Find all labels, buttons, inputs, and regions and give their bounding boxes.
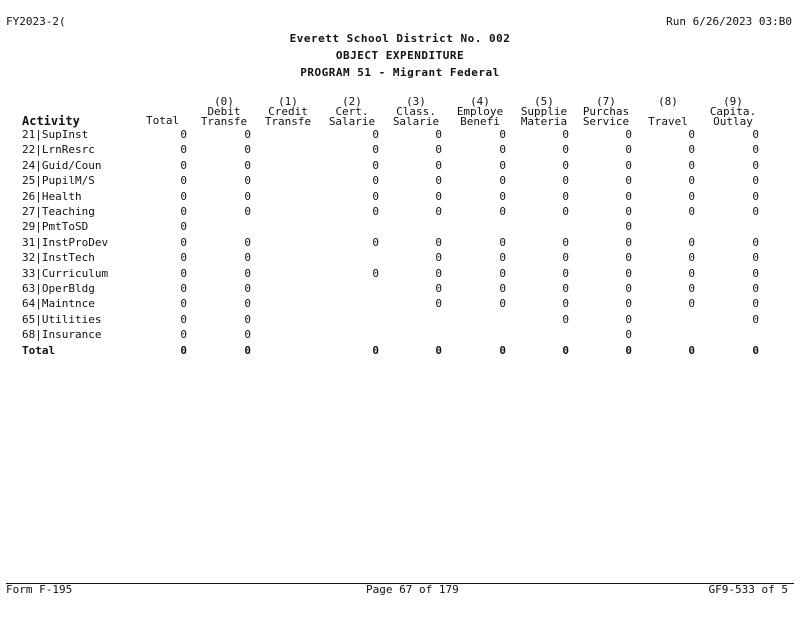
activity-cell: 32|InstTech [22,251,95,265]
column-header-num: (1) [278,95,298,108]
value-cell: 0 [688,205,695,218]
value-cell: 0 [499,205,506,218]
table-row [0,129,800,144]
value-cell: 0 [435,158,442,172]
value-cell: 0 [752,235,759,249]
value-cell: 0 [499,251,506,265]
column-header-activity: Activity [22,114,80,128]
value-cell: 0 [372,266,379,280]
column-header-2 [322,96,382,126]
column-header-l2: Salarie [328,115,376,128]
value-cell: 0 [180,266,187,280]
value-cell: 0 [180,343,187,357]
value-cell: 0 [688,174,695,188]
value-cell: 0 [435,189,442,203]
column-header-num: (2) [342,95,362,108]
value-cell: 0 [435,143,442,157]
column-header-total: Total [146,114,180,127]
value-cell: 0 [688,128,695,141]
value-cell: 0 [372,205,379,218]
value-cell: 0 [180,189,187,203]
value-cell: 0 [752,174,759,188]
value-cell: 0 [244,143,251,157]
value-cell: 0 [752,143,759,157]
value-cell: 0 [180,297,187,311]
value-cell: 0 [244,174,251,188]
column-header-l2: Benefi [460,115,500,128]
column-header-l2: Transfe [200,115,248,128]
value-cell: 0 [180,143,187,157]
column-header-l1: Credit [268,105,308,118]
activity-cell: 24|Guid/Coun [22,158,102,172]
value-cell: 0 [625,251,632,265]
value-cell: 0 [244,189,251,203]
activity-cell: 68|Insurance [22,328,102,342]
column-header-l1: Purchas [582,105,630,118]
column-header-l1: Debit [207,105,241,118]
value-cell: 0 [562,189,569,203]
form-code: GF9-533 of 5 [708,583,788,596]
value-cell: 0 [180,328,187,342]
value-cell: 0 [372,235,379,249]
value-cell: 0 [625,220,632,234]
value-cell: 0 [435,343,442,357]
activity-cell: 22|LrnResrc [22,143,95,157]
value-cell: 0 [435,297,442,311]
value-cell: 0 [752,312,759,326]
value-cell: 0 [562,205,569,218]
value-cell: 0 [625,328,632,342]
value-cell: 0 [688,143,695,157]
value-cell: 0 [752,297,759,311]
value-cell: 0 [372,189,379,203]
column-header-num: (0) [214,95,234,108]
value-cell: 0 [499,158,506,172]
value-cell: 0 [625,158,632,172]
value-cell: 0 [180,158,187,172]
table-row [0,206,800,221]
column-header-1 [258,96,318,126]
value-cell: 0 [180,174,187,188]
value-cell: 0 [244,266,251,280]
value-cell: 0 [625,128,632,141]
value-cell: 0 [180,251,187,265]
value-cell: 0 [625,205,632,218]
report-title: OBJECT EXPENDITURE [335,49,465,62]
column-header-l1: Cert. [335,105,369,118]
value-cell: 0 [752,266,759,280]
column-header-l1: Supplie [520,105,568,118]
column-header-num: (5) [534,95,554,108]
value-cell: 0 [372,174,379,188]
value-cell: 0 [244,282,251,295]
column-header-num: (3) [406,95,426,108]
table-row [0,221,800,236]
value-cell: 0 [688,235,695,249]
column-header-num: (9) [723,95,743,108]
value-cell: 0 [435,251,442,265]
form-number: Form F-195 [6,583,73,596]
activity-cell: 33|Curriculum [22,266,109,280]
activity-cell: 29|PmtToSD [22,220,89,234]
table-row [0,160,800,175]
column-header-l1: Employe [456,105,504,118]
table-row [0,191,800,206]
activity-cell: 63|OperBldg [22,282,95,295]
activity-cell: Total [22,343,56,357]
value-cell: 0 [180,128,187,141]
value-cell: 0 [244,128,251,141]
column-header-4 [450,96,510,126]
column-header-6 [576,96,636,126]
value-cell: 0 [562,235,569,249]
value-cell: 0 [180,282,187,295]
column-header-l2: Service [582,115,630,128]
value-cell: 0 [244,343,251,357]
value-cell: 0 [244,235,251,249]
table-row [0,329,800,344]
total-row [0,345,800,360]
table-row [0,268,800,283]
column-header-l2: Materia [520,115,568,128]
value-cell: 0 [562,174,569,188]
value-cell: 0 [499,282,506,295]
value-cell: 0 [688,297,695,311]
value-cell: 0 [688,189,695,203]
value-cell: 0 [752,128,759,141]
column-header-num: (4) [470,95,490,108]
value-cell: 0 [625,343,632,357]
district-title: Everett School District No. 002 [289,32,511,45]
column-header-3 [386,96,446,126]
table-row [0,283,800,298]
value-cell: 0 [562,158,569,172]
value-cell: 0 [625,143,632,157]
activity-cell: 31|InstProDev [22,235,109,249]
value-cell: 0 [688,158,695,172]
value-cell: 0 [180,220,187,234]
value-cell: 0 [562,282,569,295]
value-cell: 0 [752,205,759,218]
table-row [0,252,800,267]
value-cell: 0 [562,343,569,357]
fiscal-year: FY2023-2( [6,15,66,28]
activity-cell: 64|Maintnce [22,297,95,311]
value-cell: 0 [752,343,759,357]
value-cell: 0 [244,297,251,311]
value-cell: 0 [562,312,569,326]
column-header-l1: Capita. [709,105,757,118]
value-cell: 0 [625,189,632,203]
value-cell: 0 [625,235,632,249]
value-cell: 0 [562,297,569,311]
expenditure-table [0,96,800,366]
value-cell: 0 [435,235,442,249]
value-cell: 0 [372,128,379,141]
column-header-l2: Salarie [392,115,440,128]
value-cell: 0 [625,297,632,311]
value-cell: 0 [499,143,506,157]
page-number: Page 67 of 179 [366,583,459,596]
value-cell: 0 [244,328,251,342]
value-cell: 0 [499,343,506,357]
value-cell: 0 [625,312,632,326]
value-cell: 0 [372,343,379,357]
value-cell: 0 [244,312,251,326]
column-header-l2: Outlay [713,115,753,128]
value-cell: 0 [562,143,569,157]
value-cell: 0 [688,343,695,357]
activity-cell: 27|Teaching [22,205,95,218]
column-header-7 [638,96,698,126]
table-row [0,298,800,313]
value-cell: 0 [499,297,506,311]
value-cell: 0 [499,235,506,249]
value-cell: 0 [244,251,251,265]
column-header-num: (8) [658,95,678,108]
value-cell: 0 [752,282,759,295]
column-header-l2: Transfe [264,115,312,128]
activity-cell: 21|SupInst [22,128,89,141]
value-cell: 0 [244,205,251,218]
table-row [0,175,800,190]
value-cell: 0 [499,128,506,141]
value-cell: 0 [435,282,442,295]
value-cell: 0 [752,158,759,172]
value-cell: 0 [435,266,442,280]
value-cell: 0 [499,174,506,188]
activity-cell: 65|Utilities [22,312,102,326]
table-row [0,314,800,329]
value-cell: 0 [244,158,251,172]
value-cell: 0 [752,189,759,203]
value-cell: 0 [625,266,632,280]
value-cell: 0 [180,205,187,218]
run-info: Run 6/26/2023 03:B0 [666,15,792,28]
value-cell: 0 [499,189,506,203]
column-header-l1: Class. [396,105,436,118]
value-cell: 0 [180,235,187,249]
column-header-num: (7) [596,95,616,108]
activity-cell: 25|PupilM/S [22,174,95,188]
value-cell: 0 [435,174,442,188]
column-header-l2: Travel [648,115,688,128]
value-cell: 0 [688,282,695,295]
table-row [0,144,800,159]
column-header-0 [194,96,254,126]
program-title: PROGRAM 51 - Migrant Federal [300,66,500,79]
value-cell: 0 [752,251,759,265]
value-cell: 0 [180,312,187,326]
column-header-8 [703,96,763,126]
value-cell: 0 [372,143,379,157]
value-cell: 0 [499,266,506,280]
value-cell: 0 [625,282,632,295]
value-cell: 0 [562,128,569,141]
column-header-5 [514,96,574,126]
value-cell: 0 [562,266,569,280]
value-cell: 0 [435,128,442,141]
activity-cell: 26|Health [22,189,82,203]
value-cell: 0 [372,158,379,172]
value-cell: 0 [435,205,442,218]
value-cell: 0 [625,174,632,188]
value-cell: 0 [688,251,695,265]
table-row [0,237,800,252]
value-cell: 0 [688,266,695,280]
value-cell: 0 [562,251,569,265]
